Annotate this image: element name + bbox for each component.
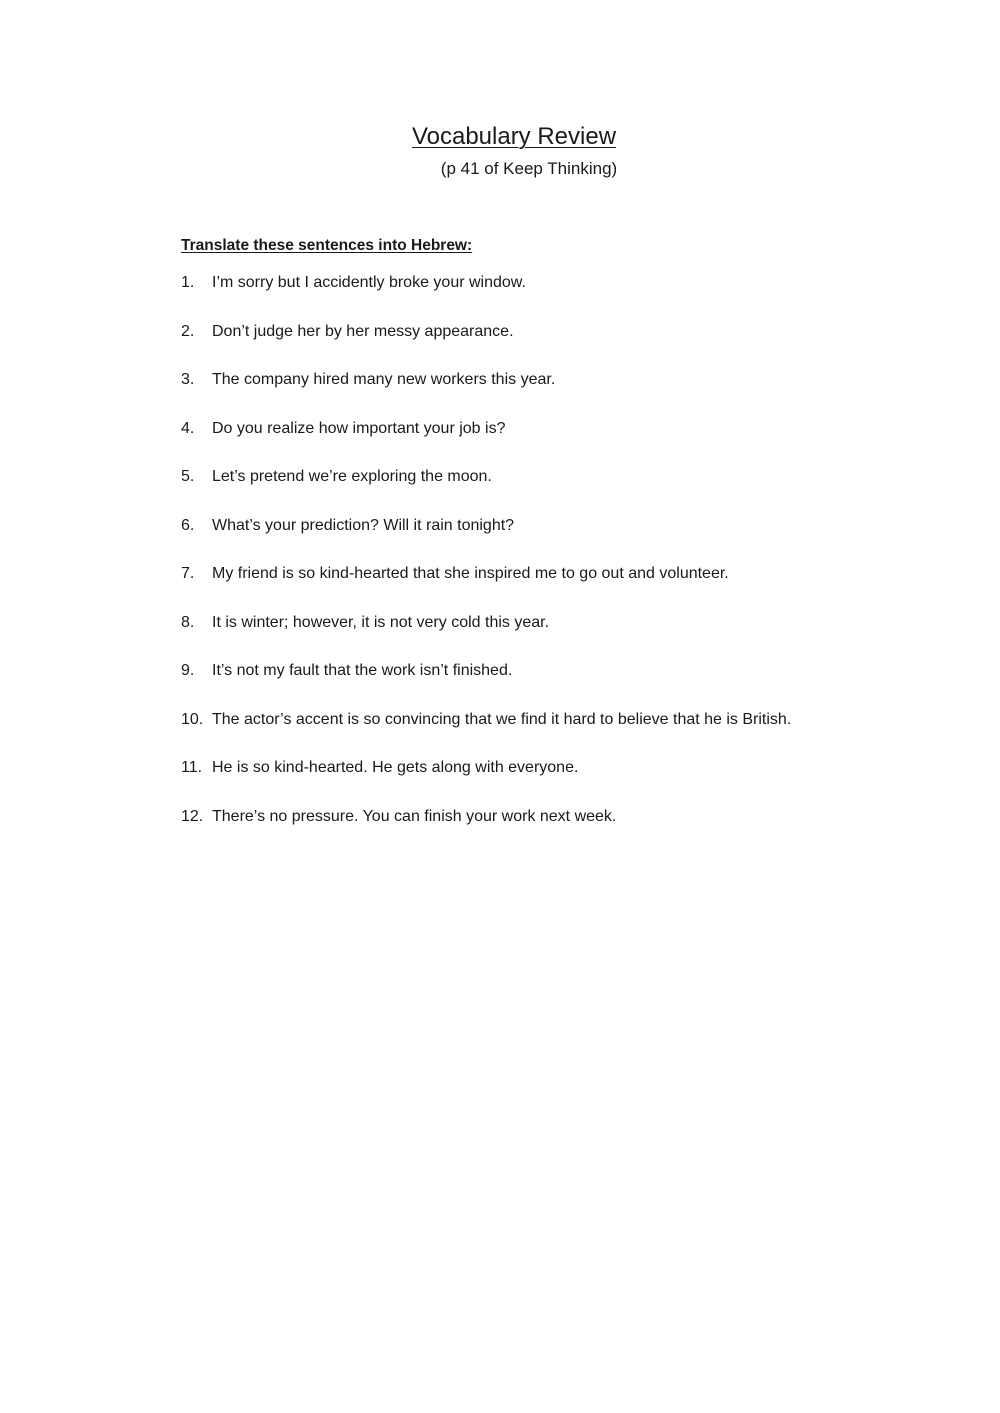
item-number: 12. <box>181 807 204 825</box>
item-number: 4. <box>181 419 195 437</box>
item-text: Let’s pretend we’re exploring the moon. <box>212 468 492 485</box>
item-text: The actor’s accent is so convincing that we find it hard to believe that he is British. <box>212 710 792 728</box>
page-title-text: Vocabulary Review <box>411 123 617 150</box>
list-item <box>181 368 881 417</box>
list-item <box>181 465 881 514</box>
item-number: 5. <box>181 468 195 485</box>
item-number: 9. <box>181 662 195 679</box>
item-text: It’s not my fault that the work isn’t finished. <box>212 662 513 679</box>
item-text: Do you realize how important your job is? <box>212 419 506 437</box>
list-item <box>181 611 881 660</box>
item-number: 7. <box>181 565 195 582</box>
item-number: 6. <box>181 516 195 534</box>
item-text: It is winter; however, it is not very cold this year. <box>212 613 550 631</box>
item-text: What’s your prediction? Will it rain tonight? <box>212 516 515 534</box>
instruction-heading: Translate these sentences into Hebrew: <box>181 237 473 254</box>
list-item <box>181 708 881 757</box>
item-text: Don’t judge her by her messy appearance. <box>212 322 514 340</box>
item-number: 2. <box>181 322 195 340</box>
item-text: He is so kind-hearted. He gets along with everyone. <box>212 759 579 776</box>
item-number: 1. <box>181 274 195 291</box>
item-number: 11. <box>181 759 203 776</box>
list-item <box>181 562 881 611</box>
item-number: 10. <box>181 710 204 728</box>
list-item <box>181 514 881 563</box>
item-number: 3. <box>181 371 195 388</box>
list-item <box>181 320 881 369</box>
item-number: 8. <box>181 613 195 631</box>
list-item <box>181 271 881 320</box>
item-text: There’s no pressure. You can finish your work next week. <box>212 807 617 825</box>
page-title <box>0 121 1000 153</box>
list-item <box>181 756 881 805</box>
item-text: The company hired many new workers this year. <box>212 371 556 388</box>
list-item <box>181 417 881 466</box>
page-subtitle: (p 41 of Keep Thinking) <box>440 159 618 178</box>
list-item <box>181 659 881 708</box>
sentence-list <box>181 271 881 853</box>
item-text: I’m sorry but I accidently broke your window. <box>212 274 526 291</box>
list-item <box>181 805 881 854</box>
item-text: My friend is so kind-hearted that she inspired me to go out and volunteer. <box>212 565 729 582</box>
